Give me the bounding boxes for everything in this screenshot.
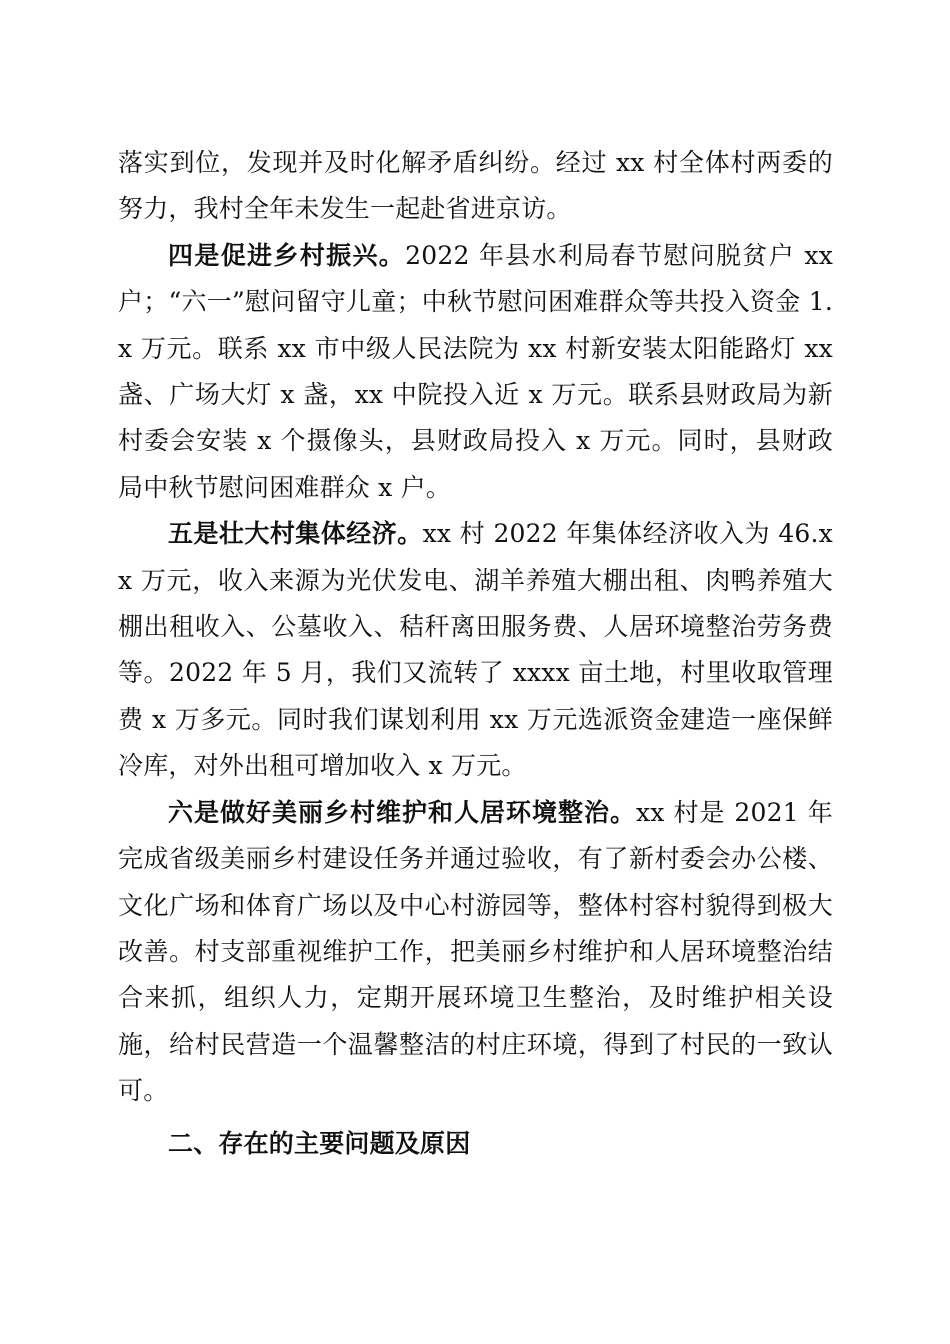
paragraph-lead: 四是促进乡村振兴。: [168, 240, 406, 270]
paragraph-lead: 五是壮大村集体经济。: [168, 519, 423, 549]
document-body: [118, 140, 833, 1167]
paragraph-text: 2022 年县水利局春节慰问脱贫户 xx 户；“六一”慰问留守儿童；中秋节慰问困难群众等共投入资金 1.x 万元。联系 xx 市中级人民法院为 xx 村新安装太阳能路灯 xx 盏、广场大灯 x 盏，xx 中院投入近 x 万元。联系县财政局为新村委会安装 x 个摄像头，县财政局投入 x 万元。同时，县财政局中秋节慰问困难群众 x 户。: [118, 240, 833, 502]
paragraph-rural-revitalization: [118, 233, 833, 511]
paragraph-continuation: [118, 140, 833, 233]
paragraph-collective-economy: [118, 511, 833, 789]
paragraph-text: 落实到位，发现并及时化解矛盾纠纷。经过 xx 村全体村两委的努力，我村全年未发生一起赴省进京访。: [118, 148, 833, 224]
paragraph-lead: 六是做好美丽乡村维护和人居环境整治。: [168, 797, 636, 827]
paragraph-text: xx 村是 2021 年完成省级美丽乡村建设任务并通过验收，有了新村委会办公楼、文化广场和体育广场以及中心村游园等，整体村容村貌得到极大改善。村支部重视维护工作，把美丽乡村维护和人居环境整治结合来抓，组织人力，定期开展环境卫生整治，及时维护相关设施，给村民营造一个温馨整洁的村庄环境，得到了村民的一致认可。: [118, 797, 833, 1106]
section-heading: 二、存在的主要问题及原因: [168, 1128, 471, 1158]
paragraph-beautiful-village: [118, 790, 833, 1115]
paragraph-text: xx 村 2022 年集体经济收入为 46.xx 万元，收入来源为光伏发电、湖羊养殖大棚出租、肉鸭养殖大棚出租收入、公墓收入、秸秆离田服务费、人居环境整治劳务费等。2022 年 5 月，我们又流转了 xxxx 亩土地，村里收取管理费 x 万多元。同时我们谋划利用 xx 万元选派资金建造一座保鲜冷库，对外出租可增加收入 x 万元。: [118, 519, 833, 781]
